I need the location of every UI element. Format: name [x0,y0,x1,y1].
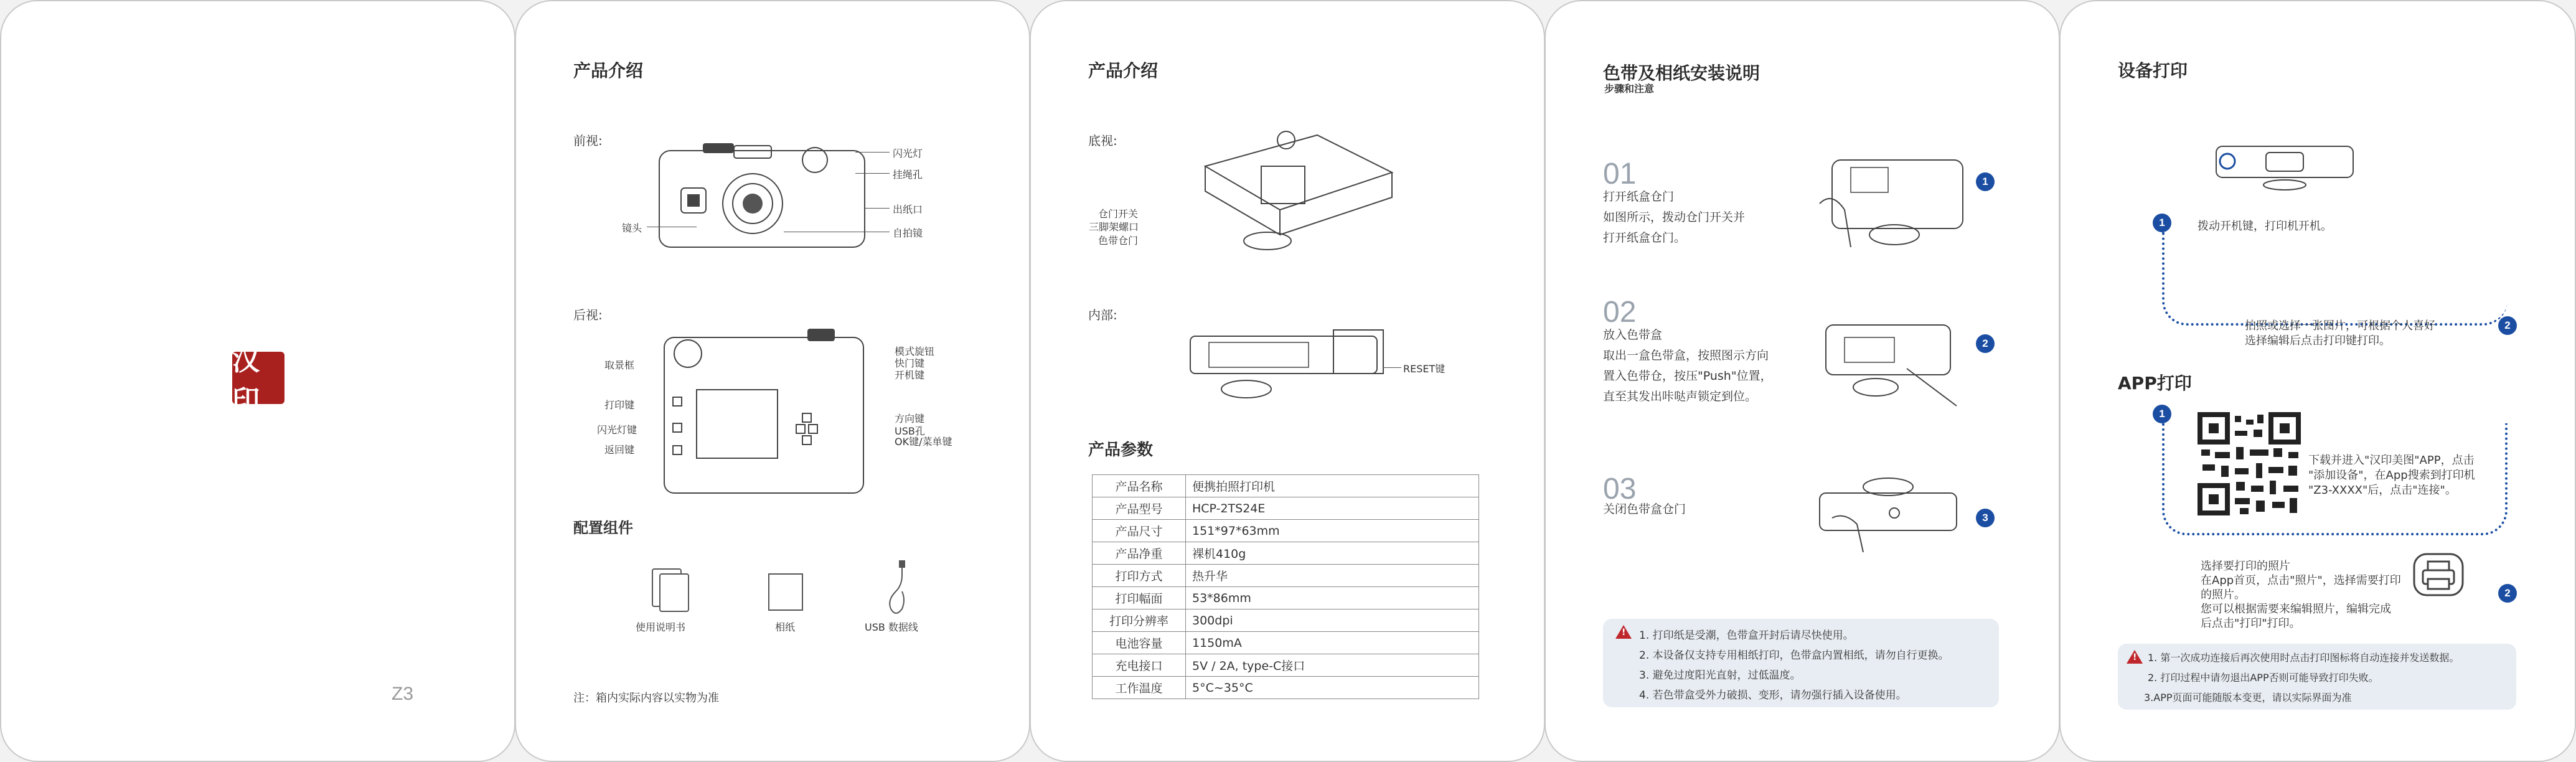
label-outlet: 出纸口 [893,204,923,215]
param-value: 1150mA [1186,632,1479,654]
step-2-illustration [1807,319,1969,412]
warning-line: 3.APP页面可能随版本变更，请以实际界面为准 [2144,692,2352,703]
warning-icon [1615,625,1632,639]
app-warning-box [2118,644,2516,710]
label-mode-dial: 模式旋钮 [895,346,935,357]
warning-line: 2. 本设备仅支持专用相纸打印，色带盒内置相纸，请勿自行更换。 [1639,649,1949,662]
label-viewfinder: 取景框 [604,359,635,371]
param-value: 裸机410g [1186,542,1479,565]
step-3-text: 关闭色带盒仓门 [1603,502,1686,516]
cover-panel [0,0,515,762]
warning-line: 1. 打印纸是受潮，色带盒开封后请尽快使用。 [1639,629,1854,642]
accessories-heading: 配置组件 [573,519,633,537]
label-direction-key: 方向键 [895,413,925,425]
install-warning-box [1603,619,1999,707]
warning-line: 4. 若色带盒受外力破损、变形，请勿强行插入设备使用。 [1639,689,1907,702]
printer-icon [2413,553,2464,596]
param-value: 5V / 2A, type-C接口 [1186,654,1479,677]
warning-line: 2. 打印过程中请勿退出APP否则可能导致打印失败。 [2148,672,2379,684]
param-name: 产品型号 [1093,497,1186,520]
step-1-number: 01 [1603,158,1637,190]
bottom-view-heading: 底视: [1088,133,1117,148]
accessory-paper-label: 相纸 [775,621,796,633]
params-row [1093,497,1479,520]
device-step-2-badge: 2 [2498,316,2517,335]
params-row [1093,632,1479,654]
photo-paper-icon [768,573,805,611]
device-step-2-text: 拍照或选择一张图片，可根据个人喜好 选择编辑后点击打印键打印。 [2245,319,2435,347]
param-name: 电池容量 [1093,632,1186,654]
params-row [1093,475,1479,497]
page-title: 设备打印 [2118,60,2188,81]
device-step-1-badge: 1 [2153,214,2171,232]
param-value: 便携拍照打印机 [1186,475,1479,497]
label-shutter: 快门键 [895,357,925,369]
camera-inside-illustration [1190,330,1402,405]
params-table [1092,474,1479,699]
param-name: 产品净重 [1093,542,1186,565]
brand-logo [232,345,284,416]
param-name: 打印幅面 [1093,587,1186,609]
camera-bottom-illustration [1193,129,1398,247]
param-value: 5°C~35°C [1186,677,1479,699]
device-step-1-text: 拨动开机键，打印机开机。 [2198,220,2332,233]
step-2-badge: 2 [1976,334,1995,353]
label-power: 开机键 [895,369,925,381]
params-row [1093,520,1479,542]
inside-heading: 内部: [1088,308,1117,322]
ribbon-install-panel [1544,0,2060,762]
param-name: 产品名称 [1093,475,1186,497]
params-row [1093,587,1479,609]
step-3-number: 03 [1603,473,1637,506]
params-row [1093,565,1479,587]
step-2-text: 放入色带盒 取出一盒色带盒，按照图示方向 置入色带仓，按压"Push"位置， 直至其发出咔哒声锁定到位。 [1603,328,1772,403]
step-1-badge: 1 [1976,172,1995,191]
warning-icon [2127,650,2143,664]
label-print-key: 打印键 [604,399,635,411]
param-value: 53*86mm [1186,587,1479,609]
step-3-illustration [1807,474,1969,555]
label-flash: 闪光灯 [893,148,923,159]
label-flash-key: 闪光灯键 [597,424,637,436]
page-title: 色带及相纸安装说明 [1603,63,1760,83]
step-1-illustration [1807,154,1969,253]
usb-cable-icon [877,560,914,616]
label-lens: 镜头 [622,222,642,234]
accessory-manual-label: 使用说明书 [636,621,686,633]
param-name: 打印分辨率 [1093,609,1186,632]
page-title: 产品介绍 [1088,60,1159,81]
front-view-heading: 前视: [573,133,603,148]
warning-line: 3. 避免过度阳光直射，过低温度。 [1639,669,1801,682]
label-tripod: 三脚架螺口 [1089,221,1139,233]
param-value: 151*97*63mm [1186,520,1479,542]
app-step-2-text: 选择要打印的照片 在App首页，点击"照片"，选择需要打印 的照片。 您可以根据需要来编辑照片，编辑完成 后点击"打印"打印。 [2201,560,2401,630]
camera-front-illustration [659,132,771,225]
label-usb-port: USB孔 [895,425,925,437]
param-value: 热升华 [1186,565,1479,587]
step-2-number: 02 [1603,296,1637,329]
contents-note: 注：箱内实际内容以实物为准 [573,692,719,705]
label-selfie: 自拍镜 [893,227,923,239]
params-row [1093,677,1479,699]
printing-panel [2059,0,2576,762]
params-row [1093,609,1479,632]
param-name: 充电接口 [1093,654,1186,677]
app-print-heading: APP打印 [2118,373,2192,393]
label-ok-menu: OK键/菜单键 [895,436,952,448]
page-subtitle: 步骤和注意 [1604,83,1655,95]
label-return-key: 返回键 [604,444,635,456]
app-step-1-badge: 1 [2153,405,2171,423]
camera-back-illustration [664,337,863,493]
flow-connector [2162,232,2508,326]
printer-power-illustration [2198,135,2366,191]
param-name: 工作温度 [1093,677,1186,699]
param-value: 300dpi [1186,609,1479,632]
param-value: HCP-2TS24E [1186,497,1479,520]
app-step-1-text: 下载并进入"汉印美图"APP，点击 "添加设备"，在App搜索到打印机 "Z3-XXXX"后，点击"连接"。 [2308,454,2475,497]
label-ribbon-door: 色带仓门 [1098,235,1139,247]
label-strap: 挂绳孔 [893,169,923,181]
accessory-usb-label: USB 数据线 [865,621,918,633]
label-reset: RESET键 [1403,363,1445,375]
page-title: 产品介绍 [573,60,644,81]
warning-line: 1. 第一次成功连接后再次使用时点击打印图标将自动连接并发送数据。 [2148,652,2460,664]
param-name: 打印方式 [1093,565,1186,587]
param-name: 产品尺寸 [1093,520,1186,542]
model-name: Z3 [392,684,414,704]
app-step-2-badge: 2 [2498,584,2517,603]
brand-logo-glyph: 汉印 [232,345,260,416]
flow-connector [2162,423,2508,535]
product-intro-panel [515,0,1030,762]
back-view-heading: 后视: [573,308,603,322]
params-row [1093,654,1479,677]
params-heading: 产品参数 [1088,441,1154,459]
manual-icon [651,569,691,613]
step-1-text: 打开纸盒仓门 如图所示，拨动仓门开关并 打开纸盒仓门。 [1603,190,1746,245]
params-row [1093,542,1479,565]
step-3-badge: 3 [1976,509,1995,527]
label-door-switch: 仓门开关 [1098,208,1139,220]
